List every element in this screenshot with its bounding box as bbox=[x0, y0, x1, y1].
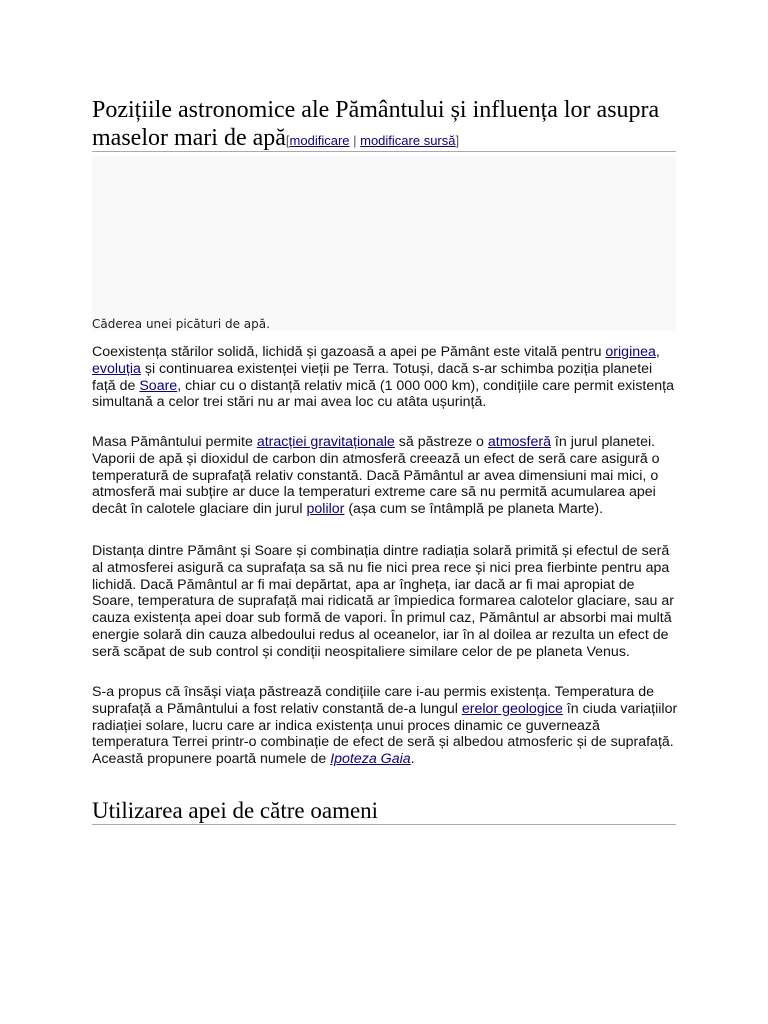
paragraph-3 bbox=[92, 543, 678, 661]
link-evolutia[interactable]: evoluția bbox=[92, 360, 141, 377]
paragraph-text: , chiar cu o distanță relativ mică (1 000 000 km), condițiile care permit existența simultană a celor trei stări nu ar mai avea loc cu atâta ușurință. bbox=[92, 377, 674, 411]
paragraph-text: (așa cum se întâmplă pe planeta Marte). bbox=[344, 501, 604, 518]
paragraph-text: Distanța dintre Pământ și Soare și combinația dintre radiația solară primită și efectul de seră al atmosferei asigură ca suprafața sa să nu fie nici prea rece și nici prea fierbinte pentru apa lichidă. Dacă Pământul ar fi mai depărtat, apa ar îngheța, iar dacă ar fi mai apropiat de Soare, temperatura de suprafață mai ridicată ar împiedica formarea calotelor glaciare, sau ar cauza existența apei doar sub formă de vapori. În primul caz, Pământul ar absorbi mai multă energie solară din cauza albedoului redus al oceanelor, iar în al doilea ar rezulta un efect de seră scăpat de sub control și condiții neospitaliere similare celor de pe planeta Venus. bbox=[92, 543, 674, 660]
link-atmosfera[interactable]: atmosferă bbox=[487, 434, 551, 450]
paragraph-text: Masa Pământului permite bbox=[92, 434, 257, 450]
heading-divider-2 bbox=[92, 824, 676, 825]
link-atractiei-gravitationale[interactable]: atracției gravitaționale bbox=[256, 434, 395, 450]
section-heading bbox=[92, 96, 676, 155]
link-erelor-geologice[interactable]: erelor geologice bbox=[461, 700, 563, 717]
edit-source-link[interactable]: modificare sursă bbox=[360, 133, 456, 148]
paragraph-text: Coexistența stărilor solidă, lichidă și gazoasă a apei pe Pământ este vitală pentru bbox=[92, 344, 606, 360]
image-figure bbox=[92, 156, 676, 331]
heading-divider bbox=[92, 151, 676, 152]
edit-link[interactable]: modificare bbox=[289, 133, 350, 148]
link-polilor[interactable]: polilor bbox=[306, 501, 345, 518]
paragraph-2 bbox=[92, 434, 678, 518]
paragraph-text: , bbox=[655, 344, 660, 360]
paragraph-text: în jurul planetei. Vaporii de apă și dioxidul de carbon din atmosferă creează un efect de seră care asigură o temperatură de suprafață relativ constantă. Dacă Pământul ar avea dimensiuni mai mici, o atmosferă mai subțire ar duce la temperaturi extreme care să nu permită acumularea apei decât în calotele glaciare din jurul bbox=[92, 434, 660, 518]
paragraph-1 bbox=[92, 344, 678, 411]
link-originea[interactable]: originea bbox=[605, 344, 656, 360]
paragraph-text: S-a propus că însăși viața păstrează condițiile care i-au permis existența. Temperatura de suprafață a Pământului a fost relativ constantă de-a lungul bbox=[92, 684, 655, 717]
edit-bracket-open: [ bbox=[285, 133, 290, 148]
heading-title: Pozițiile astronomice ale Pământului și influența lor asupra maselor mari de apă bbox=[92, 97, 660, 151]
edit-bracket-close: ] bbox=[455, 133, 460, 148]
edit-links bbox=[286, 133, 459, 148]
edit-separator: | bbox=[349, 133, 361, 148]
link-soare[interactable]: Soare bbox=[139, 377, 178, 394]
paragraph-text: să păstreze o bbox=[394, 434, 488, 450]
figure-caption: Căderea unei picături de apă. bbox=[92, 317, 270, 331]
paragraph-text: și continuarea existenței vieții pe Terra. Totuși, dacă s-ar schimba poziția planetei față de bbox=[92, 360, 653, 394]
link-ipoteza-gaia[interactable]: Ipoteza Gaia bbox=[330, 751, 411, 768]
paragraph-text: în ciuda variațiilor radiației solare, lucru care ar indica existența unui proces dinamic ce guvernează temperatura Terrei printr-o combinație de efect de seră și albedou atmosferic și de suprafață. Această propunere poartă numele de bbox=[92, 700, 678, 768]
section-heading-2: Utilizarea apei de către oameni bbox=[92, 798, 379, 823]
paragraph-text: . bbox=[410, 751, 415, 768]
paragraph-4 bbox=[92, 684, 678, 768]
